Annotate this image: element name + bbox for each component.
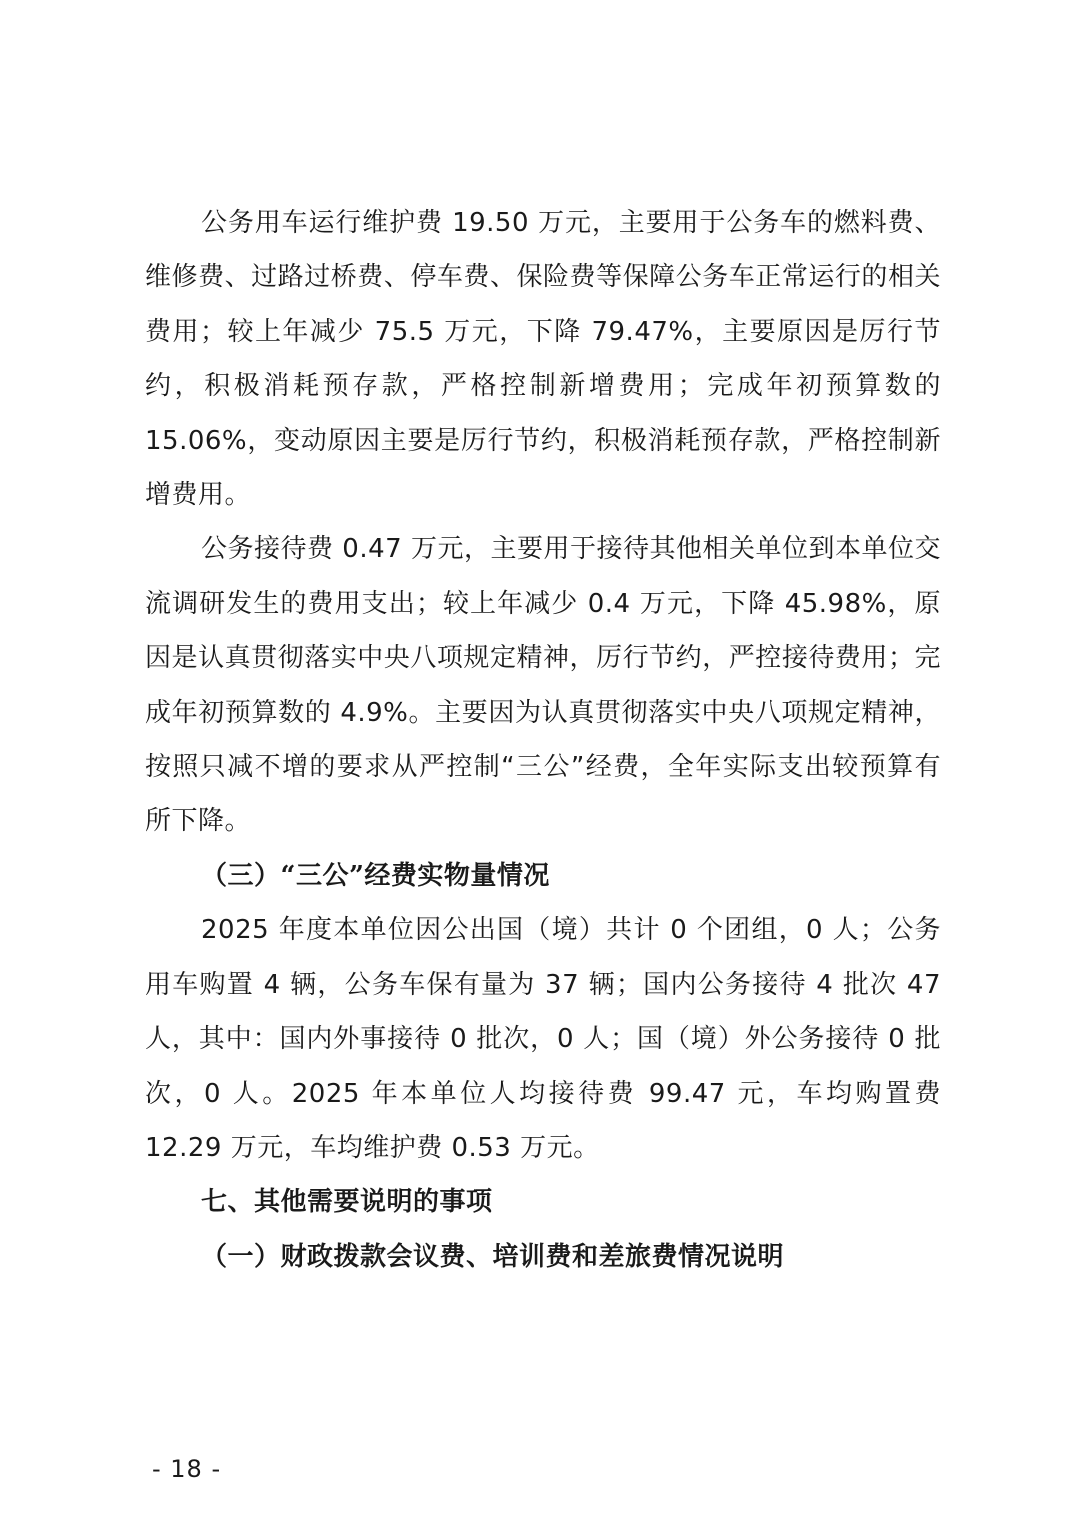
paragraph-reception-fee: 公务接待费 0.47 万元，主要用于接待其他相关单位到本单位交流调研发生的费用支出；较上年减少 0.4 万元，下降 45.98%，原因是认真贯彻落实中央八项规定精神，厉行节约，严控接待费用；完成年初预算数的 4.9%。主要因为认真贯彻落实中央八项规定精神，按照只减不增的要求从严控制“三公”经费，全年实际支出较预算有所下降。 — [145, 534, 941, 837]
heading-section-one: （一）财政拨款会议费、培训费和差旅费情况说明 — [201, 1241, 785, 1272]
heading-section-three: （三）“三公”经费实物量情况 — [201, 860, 550, 891]
document-body — [145, 196, 941, 1284]
heading-section-seven: 七、其他需要说明的事项 — [201, 1187, 493, 1218]
paragraph-car-maintenance-fee: 公务用车运行维护费 19.50 万元，主要用于公务车的燃料费、维修费、过路过桥费、停车费、保险费等保障公务车正常运行的相关费用；较上年减少 75.5 万元，下降 79.47%，主要原因是厉行节约，积极消耗预存款，严格控制新增费用；完成年初预算数的 15.06%，变动原因主要是厉行节约，积极消耗预存款，严格控制新增费用。 — [145, 208, 941, 511]
paragraph-physical-quantity: 2025 年度本单位因公出国（境）共计 0 个团组，0 人；公务用车购置 4 辆，公务车保有量为 37 辆；国内公务接待 4 批次 47 人，其中：国内外事接待 0 批次，0 人；国（境）外公务接待 0 批次，0 人。2025 年本单位人均接待费 99.47 元，车均购置费 12.29 万元，车均维护费 0.53 万元。 — [145, 915, 941, 1163]
page-number: - 18 - — [152, 1455, 222, 1483]
